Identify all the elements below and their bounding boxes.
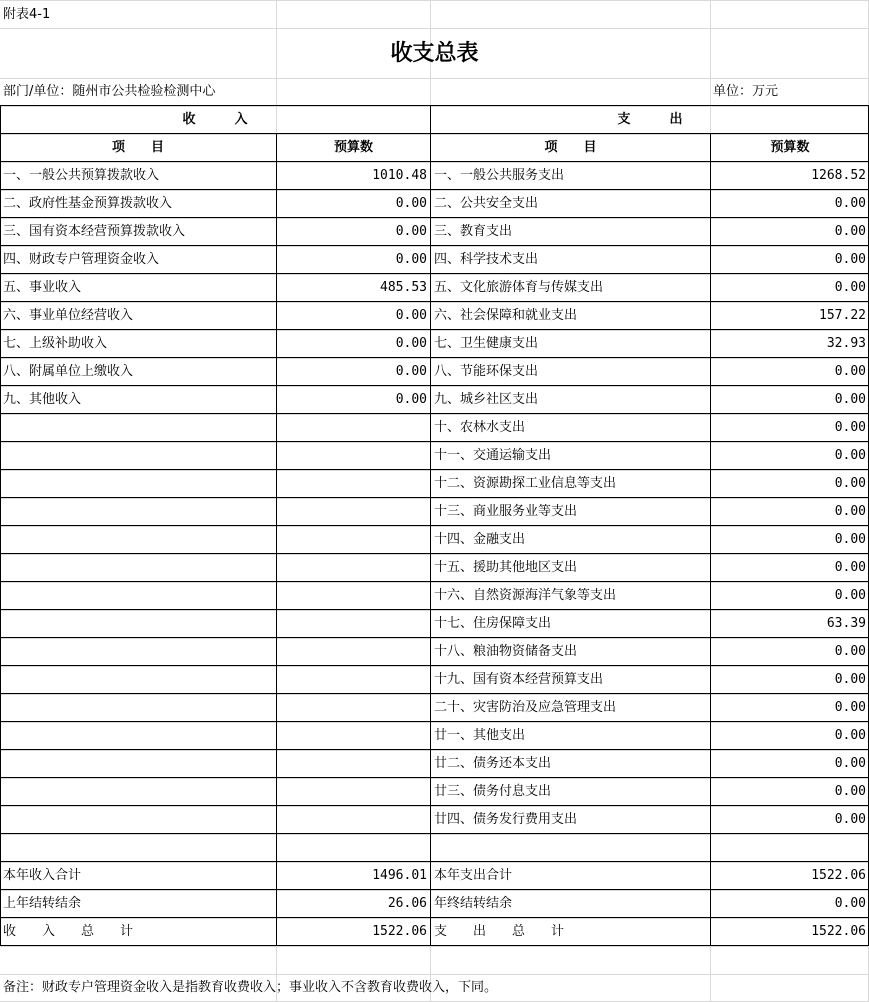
- expense-item-value: 0.00: [834, 448, 866, 463]
- income-item-value: 0.00: [395, 392, 427, 407]
- income-item-value: 485.53: [380, 280, 427, 295]
- ending-balance-value: 0.00: [834, 896, 866, 911]
- attachment-label: 附表4-1: [3, 7, 51, 22]
- carryover-label: 上年结转结余: [3, 896, 82, 911]
- expense-item-label: 廿一、其他支出: [434, 728, 526, 743]
- department-label: 部门/单位：随州市公共检验检测中心: [3, 84, 216, 99]
- expense-item-label: 廿三、债务付息支出: [434, 784, 552, 799]
- income-item-label: 八、附属单位上缴收入: [3, 364, 134, 379]
- table-border-v: [710, 133, 711, 946]
- expense-item-value: 32.93: [826, 336, 866, 351]
- unit-label: 单位：万元: [713, 84, 779, 99]
- table-border-h: [0, 945, 869, 946]
- table-border-v: [430, 105, 431, 946]
- expense-header: 支 出: [617, 112, 683, 127]
- expense-item-value: 0.00: [834, 532, 866, 547]
- income-item-value: 1010.48: [372, 168, 427, 183]
- expense-item-value: 0.00: [834, 672, 866, 687]
- expense-item-label: 十八、粮油物资储备支出: [434, 644, 578, 659]
- expense-item-value: 0.00: [834, 196, 866, 211]
- table-border-h: [0, 721, 869, 722]
- income-grand-total-value: 1522.06: [372, 924, 427, 939]
- carryover-value: 26.06: [387, 896, 427, 911]
- income-item-value: 0.00: [395, 364, 427, 379]
- table-border-h: [0, 413, 869, 414]
- income-year-total-value: 1496.01: [372, 868, 427, 883]
- income-item-label: 二、政府性基金预算拨款收入: [3, 196, 173, 211]
- expense-item-label: 二、公共安全支出: [434, 196, 539, 211]
- table-border-h: [0, 665, 869, 666]
- table-border-h: [0, 469, 869, 470]
- income-item-label: 三、国有资本经营预算拨款收入: [3, 224, 186, 239]
- expense-col-item: 项 目: [544, 140, 597, 155]
- table-border-h: [0, 861, 869, 862]
- expense-item-value: 0.00: [834, 476, 866, 491]
- expense-item-value: 0.00: [834, 224, 866, 239]
- table-border-h: [0, 777, 869, 778]
- expense-item-label: 廿四、债务发行费用支出: [434, 812, 578, 827]
- income-item-value: 0.00: [395, 308, 427, 323]
- table-border-h: [0, 553, 869, 554]
- expense-item-label: 九、城乡社区支出: [434, 392, 539, 407]
- expense-item-label: 五、文化旅游体育与传媒支出: [434, 280, 604, 295]
- table-border-v: [0, 105, 1, 946]
- table-border-h: [0, 301, 869, 302]
- income-item-label: 五、事业收入: [3, 280, 82, 295]
- table-border-v: [276, 133, 277, 946]
- table-border-h: [0, 357, 869, 358]
- expense-item-value: 0.00: [834, 644, 866, 659]
- footnote: 备注：财政专户管理资金收入是指教育收费收入；事业收入不含教育收费收入，下同。: [3, 980, 498, 995]
- expense-item-value: 0.00: [834, 784, 866, 799]
- expense-item-value: 0.00: [834, 812, 866, 827]
- table-border-h: [0, 525, 869, 526]
- expense-item-value: 0.00: [834, 700, 866, 715]
- expense-item-label: 十四、金融支出: [434, 532, 526, 547]
- expense-item-value: 0.00: [834, 588, 866, 603]
- expense-item-value: 0.00: [834, 756, 866, 771]
- table-border-h: [0, 329, 869, 330]
- expense-item-label: 十二、资源勘探工业信息等支出: [434, 476, 617, 491]
- income-item-label: 六、事业单位经营收入: [3, 308, 134, 323]
- table-border-h: [0, 133, 869, 134]
- expense-item-value: 0.00: [834, 392, 866, 407]
- expense-item-label: 三、教育支出: [434, 224, 513, 239]
- expense-item-label: 一、一般公共服务支出: [434, 168, 565, 183]
- income-item-label: 四、财政专户管理资金收入: [3, 252, 160, 267]
- table-border-h: [0, 245, 869, 246]
- expense-item-value: 63.39: [826, 616, 866, 631]
- income-year-total-label: 本年收入合计: [3, 868, 82, 883]
- table-border-h: [0, 189, 869, 190]
- expense-item-value: 0.00: [834, 560, 866, 575]
- income-header: 收 入: [182, 112, 248, 127]
- expense-item-label: 十、农林水支出: [434, 420, 526, 435]
- ending-balance-label: 年终结转结余: [434, 896, 513, 911]
- expense-item-label: 十七、住房保障支出: [434, 616, 552, 631]
- expense-item-label: 四、科学技术支出: [434, 252, 539, 267]
- income-item-value: 0.00: [395, 252, 427, 267]
- table-border-h: [0, 693, 869, 694]
- table-border-h: [0, 161, 869, 162]
- expense-grand-total-value: 1522.06: [811, 924, 866, 939]
- table-border-h: [0, 805, 869, 806]
- table-border-h: [0, 749, 869, 750]
- table-border-h: [0, 609, 869, 610]
- expense-item-label: 十五、援助其他地区支出: [434, 560, 578, 575]
- expense-item-value: 157.22: [819, 308, 866, 323]
- gridline-h: [0, 946, 869, 947]
- expense-item-label: 十六、自然资源海洋气象等支出: [434, 588, 617, 603]
- table-border-h: [0, 581, 869, 582]
- expense-item-value: 0.00: [834, 420, 866, 435]
- table-border-h: [0, 497, 869, 498]
- income-item-value: 0.00: [395, 224, 427, 239]
- expense-item-label: 十九、国有资本经营预算支出: [434, 672, 604, 687]
- expense-item-label: 二十、灾害防治及应急管理支出: [434, 700, 617, 715]
- expense-year-total-label: 本年支出合计: [434, 868, 513, 883]
- income-item-value: 0.00: [395, 336, 427, 351]
- expense-item-value: 0.00: [834, 728, 866, 743]
- expense-col-budget: 预算数: [770, 140, 810, 155]
- table-border-h: [0, 385, 869, 386]
- income-col-item: 项 目: [111, 140, 164, 155]
- table-border-h: [0, 105, 869, 106]
- expense-item-value: 0.00: [834, 252, 866, 267]
- expense-item-label: 六、社会保障和就业支出: [434, 308, 578, 323]
- expense-item-label: 十三、商业服务业等支出: [434, 504, 578, 519]
- table-border-h: [0, 637, 869, 638]
- expense-item-label: 廿二、债务还本支出: [434, 756, 552, 771]
- table-border-h: [0, 217, 869, 218]
- income-col-budget: 预算数: [333, 140, 373, 155]
- expense-item-value: 0.00: [834, 504, 866, 519]
- income-item-label: 七、上级补助收入: [3, 336, 108, 351]
- table-border-h: [0, 273, 869, 274]
- expense-item-value: 0.00: [834, 364, 866, 379]
- table-border-h: [0, 833, 869, 834]
- expense-item-value: 0.00: [834, 280, 866, 295]
- income-item-value: 0.00: [395, 196, 427, 211]
- expense-item-label: 八、节能环保支出: [434, 364, 539, 379]
- expense-item-label: 十一、交通运输支出: [434, 448, 552, 463]
- expense-grand-total-label: 支 出 总 计: [434, 924, 565, 939]
- table-border-h: [0, 889, 869, 890]
- expense-item-label: 七、卫生健康支出: [434, 336, 539, 351]
- income-item-label: 九、其他收入: [3, 392, 82, 407]
- expense-year-total-value: 1522.06: [811, 868, 866, 883]
- expense-item-value: 1268.52: [811, 168, 866, 183]
- gridline-h: [0, 834, 869, 835]
- table-border-h: [0, 917, 869, 918]
- income-grand-total-label: 收 入 总 计: [3, 924, 134, 939]
- table-border-h: [0, 441, 869, 442]
- page-title: 收支总表: [390, 41, 479, 66]
- income-item-label: 一、一般公共预算拨款收入: [3, 168, 160, 183]
